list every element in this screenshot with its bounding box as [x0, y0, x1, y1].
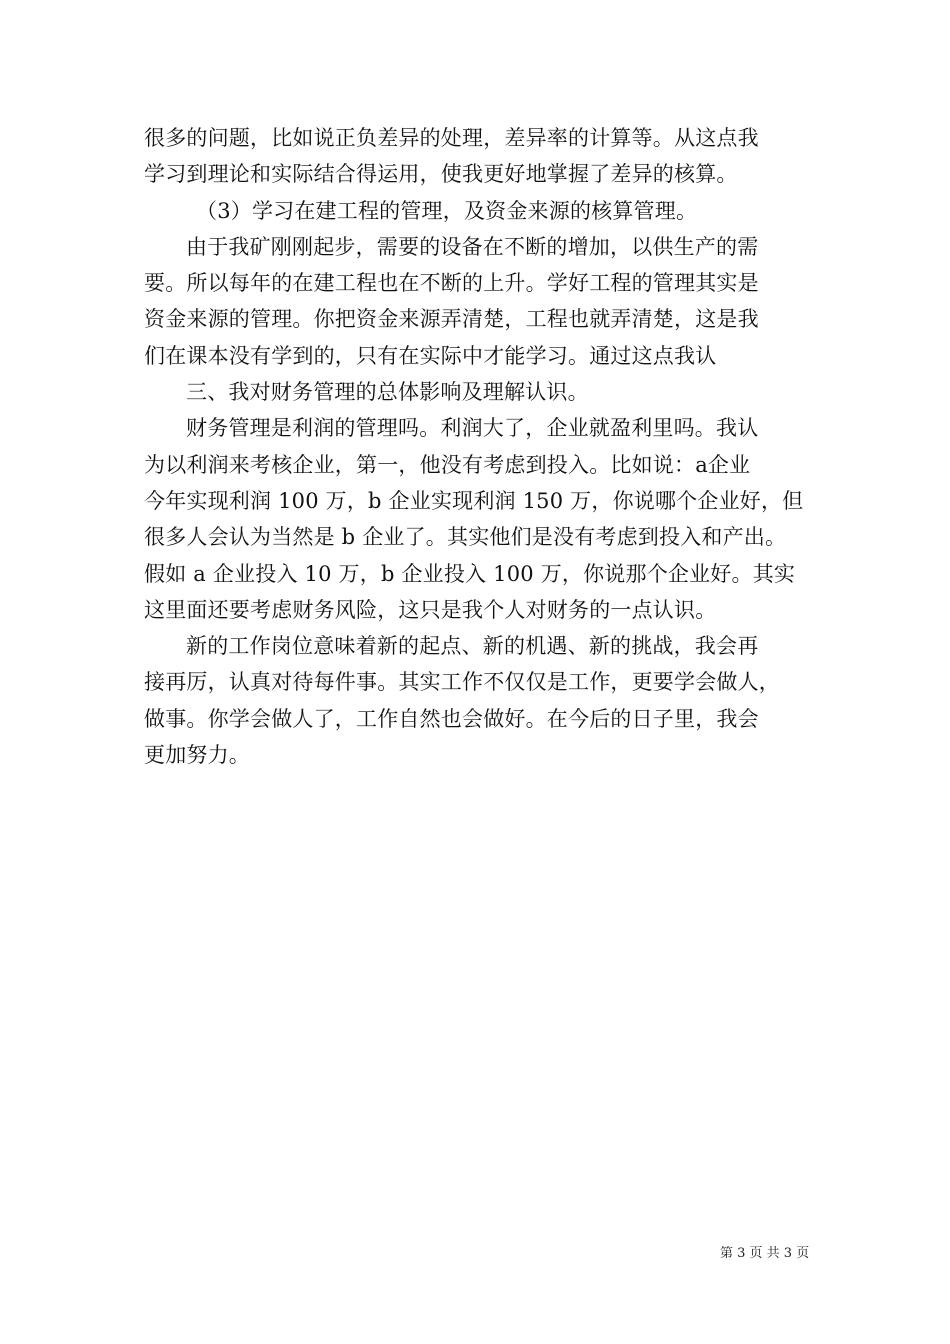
text-line: 财务管理是利润的管理吗。利润大了，企业就盈利里吗。我认	[186, 416, 759, 441]
text-line: 学习到理论和实际结合得运用，使我更好地掌握了差异的核算。	[144, 162, 738, 187]
text-line: 为以利润来考核企业，第一，他没有考虑到投入。比如说：a企业	[144, 452, 751, 477]
text-line: 做事。你学会做人了，工作自然也会做好。在今后的日子里，我会	[144, 706, 759, 731]
text-line: 由于我矿刚刚起步，需要的设备在不断的增加，以供生产的需	[186, 234, 759, 259]
text-line: 很多人会认为当然是 b 企业了。其实他们是没有考虑到投入和产出。	[144, 525, 787, 550]
text-line: 们在课本没有学到的，只有在实际中才能学习。通过这点我认	[144, 343, 717, 368]
document-body	[144, 120, 808, 773]
text-line: 这里面还要考虑财务风险，这只是我个人对财务的一点认识。	[144, 597, 717, 622]
text-line: 要。所以每年的在建工程也在不断的上升。学好工程的管理其实是	[144, 271, 759, 296]
text-line: 更加努力。	[144, 743, 250, 768]
text-line: 资金来源的管理。你把资金来源弄清楚，工程也就弄清楚，这是我	[144, 307, 759, 332]
section-heading: （3）学习在建工程的管理，及资金来源的核算管理。	[196, 198, 698, 223]
text-line: 新的工作岗位意味着新的起点、新的机遇、新的挑战，我会再	[186, 634, 759, 659]
page-number: 第 3 页 共 3 页	[720, 1246, 810, 1261]
text-line: 假如 a 企业投入 10 万，b 企业投入 100 万，你说那个企业好。其实	[144, 561, 796, 586]
section-heading: 三、我对财务管理的总体影响及理解认识。	[186, 380, 589, 405]
text-line: 接再厉，认真对待每件事。其实工作不仅仅是工作，更要学会做人，	[144, 670, 780, 695]
text-line: 很多的问题，比如说正负差异的处理，差异率的计算等。从这点我	[144, 126, 759, 150]
text-line: 今年实现利润 100 万，b 企业实现利润 150 万，你说哪个企业好，但	[144, 488, 804, 513]
